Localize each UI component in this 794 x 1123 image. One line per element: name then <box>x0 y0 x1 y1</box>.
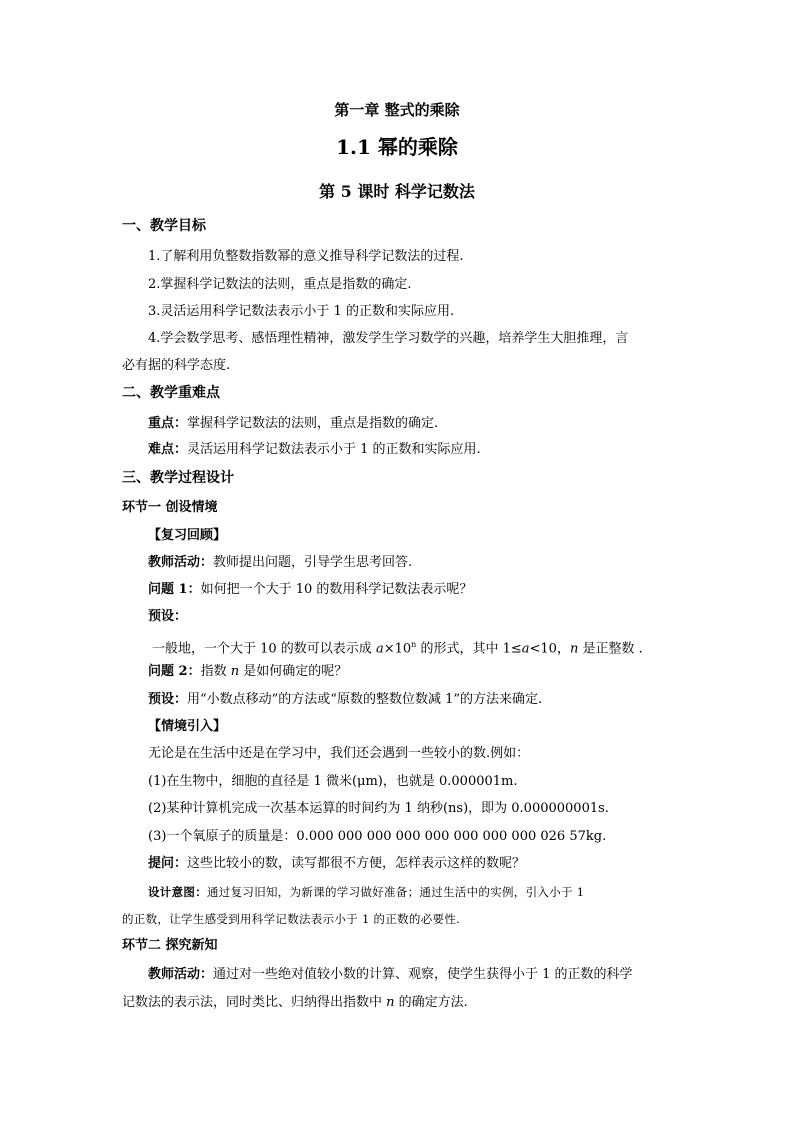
teacher-label: 教师活动： <box>148 555 214 570</box>
teacher2-text-a: 通过对一些绝对值较小数的计算、观察，使学生获得小于 1 的正数的科学 <box>213 967 633 982</box>
preset1-part-b: ×10 <box>383 641 412 657</box>
preset1-part-e: 是正整数 . <box>578 641 643 657</box>
preset2-label: 预设： <box>148 692 188 707</box>
heading-keypoints: 二、教学重难点 <box>122 385 220 401</box>
objective-2: 2.掌握科学记数法的法则，重点是指数的确定. <box>148 277 412 292</box>
ask-text: 这些比较小的数，读写都很不方便，怎样表示这样的数呢？ <box>187 856 526 871</box>
scene-intro: 无论是在生活中还是在学习中，我们还会遇到一些较小的数.例如： <box>148 746 530 761</box>
objective-3: 3.灵活运用科学记数法表示小于 1 的正数和实际应用. <box>148 304 455 319</box>
ask <box>148 855 525 873</box>
q2-label: 问题 2： <box>148 664 201 679</box>
teacher-text: 教师提出问题，引导学生思考回答. <box>213 555 413 570</box>
var-a: a <box>375 641 384 657</box>
key-label: 重点： <box>148 416 188 431</box>
objective-4b: 必有据的科学态度. <box>122 358 231 373</box>
stage-2-title: 环节二 探究新知 <box>122 938 218 953</box>
section-title: 1.1 幂的乘除 <box>336 135 458 159</box>
ask-label: 提问： <box>148 856 188 871</box>
preset1-part-c: 的形式，其中 1≤ <box>416 641 522 657</box>
objective-1: 1.了解利用负整数指数幂的意义推导科学记数法的过程. <box>148 249 464 264</box>
teacher2-part-1: 记数法的表示法，同时类比、归纳得出指数中 <box>122 995 387 1010</box>
preset1-part-d: <10， <box>529 641 570 657</box>
lesson-title: 第 5 课时 科学记数法 <box>319 182 475 201</box>
design-intent-a <box>148 883 584 901</box>
preset-1-text <box>152 636 643 658</box>
diff-label: 难点： <box>148 442 188 457</box>
teacher2-var-n: n <box>386 995 395 1010</box>
teacher-activity-2b <box>122 994 468 1012</box>
q2-part-b: 是如何确定的呢？ <box>239 664 348 679</box>
example-1: (1)在生物中，细胞的直径是 1 微米(μm)，也就是 0.000001m. <box>148 774 518 789</box>
teacher-activity <box>148 554 412 572</box>
heading-objectives: 一、教学目标 <box>122 218 206 234</box>
q1-text: 如何把一个大于 10 的数用科学记数法表示呢？ <box>200 582 473 597</box>
key-point <box>148 415 438 433</box>
design-text-a: 通过复习旧知，为新课的学习做好准备；通过生活中的实例，引入小于 1 <box>207 885 585 899</box>
heading-process: 三、教学过程设计 <box>122 470 234 486</box>
var-a-2: a <box>521 641 530 657</box>
question-1 <box>148 581 472 599</box>
preset1-part-a: 一般地，一个大于 10 的数可以表示成 <box>152 641 376 657</box>
chapter-title: 第一章 整式的乘除 <box>334 101 460 119</box>
exponent-n: n <box>411 640 417 649</box>
design-label: 设计意图： <box>148 885 207 899</box>
preset-2 <box>148 691 542 709</box>
q2-part-a: 指数 <box>200 664 231 679</box>
difficult-point <box>148 441 481 459</box>
example-2: (2)某种计算机完成一次基本运算的时间约为 1 纳秒(ns)，即为 0.000000001s. <box>148 801 609 816</box>
review-heading: 【复习回顾】 <box>148 528 227 543</box>
teacher-activity-2 <box>148 966 633 984</box>
stage-1-title: 环节一 创设情境 <box>122 500 218 515</box>
question-2 <box>148 663 347 681</box>
preset2-text: 用“小数点移动”的方法或“原数的整数位数减 1”的方法来确定. <box>187 692 543 707</box>
q2-var-n: n <box>230 664 240 679</box>
example-3: (3)一个氧原子的质量是：0.000 000 000 000 000 000 000 000 026 57kg. <box>148 829 607 844</box>
teacher2-label: 教师活动： <box>148 967 214 982</box>
var-n: n <box>569 641 579 657</box>
preset-label: 预设： <box>148 609 188 624</box>
key-text: 掌握科学记数法的法则，重点是指数的确定. <box>187 416 439 431</box>
teacher2-part-2: 的确定方法. <box>394 995 468 1010</box>
objective-4a: 4.学会数学思考、感悟理性精神，激发学生学习数学的兴趣，培养学生大胆推理，言 <box>148 331 629 346</box>
q1-label: 问题 1： <box>148 582 201 597</box>
scene-heading: 【情境引入】 <box>148 719 227 734</box>
diff-text: 灵活运用科学记数法表示小于 1 的正数和实际应用. <box>187 442 481 457</box>
design-intent-b: 的正数，让学生感受到用科学记数法表示小于 1 的正数的必要性. <box>122 912 461 926</box>
